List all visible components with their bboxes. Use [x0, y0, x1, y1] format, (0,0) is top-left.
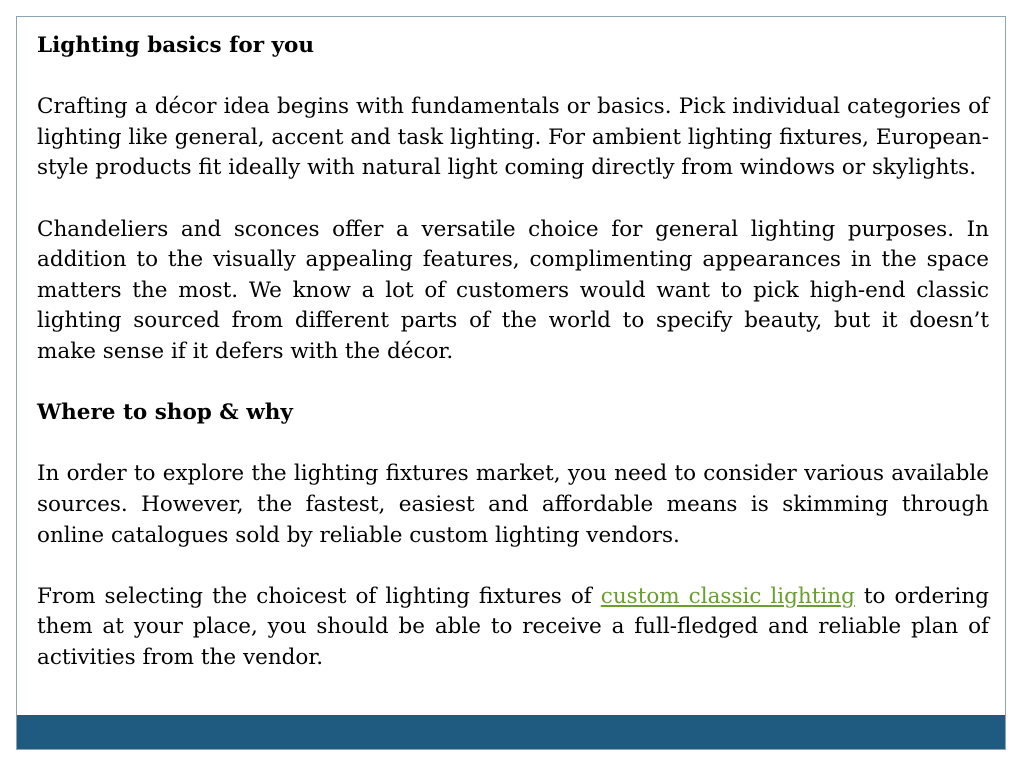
heading-where-to-shop: Where to shop & why [37, 400, 293, 426]
paragraph-text-before-link: From selecting the choicest of lighting fixtures of [37, 583, 601, 609]
paragraph-explore-market: In order to explore the lighting fixtures market, you need to consider various available sources. However, the fastest, easiest and affordable means is skimming through online catalogues sold by reliable custom lighting vendors. [37, 461, 989, 548]
paragraph-chandeliers: Chandeliers and sconces offer a versatile choice for general lighting purposes. In addition to the visually appealing features, complimenting appearances in the space matters the most. We know a lot of customers would want to pick high-end classic lighting sourced from different parts of the world to specify beauty, but it doesn’t make sense if it defers with the décor. [37, 216, 989, 364]
custom-classic-lighting-link[interactable]: custom classic lighting [600, 583, 855, 609]
paragraph-selecting-fixtures [37, 582, 989, 674]
paragraph-text-after-link: to ordering them at your place, you should be able to receive a full-fledged and reliable plan of activities from the vendor. [37, 583, 989, 670]
paragraph-fundamentals: Crafting a décor idea begins with fundamentals or basics. Pick individual categories of lighting like general, accent and task lighting. For ambient lighting fixtures, European-style products fit ideally with natural light coming directly from windows or skylights. [37, 94, 989, 181]
heading-lighting-basics: Lighting basics for you [37, 33, 314, 58]
footer-bar [17, 715, 1005, 749]
content-area [37, 31, 989, 704]
slide [16, 16, 1006, 750]
